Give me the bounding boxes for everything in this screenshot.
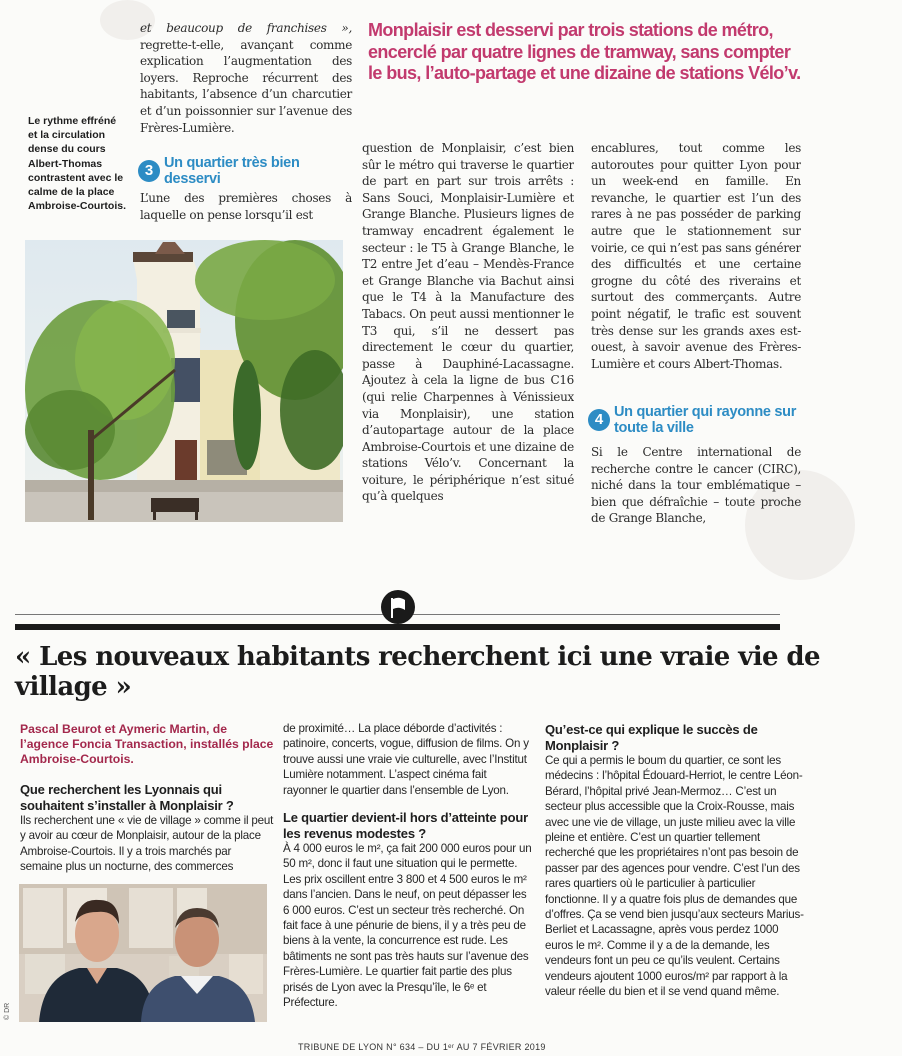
question-3: Qu’est-ce qui explique le succès de Monplaisir ? (545, 722, 758, 753)
portrait-illustration (19, 884, 267, 1022)
answer-1-part-1: Ils recherchent une « vie de village » comme il peut y avoir au cœur de Monplaisir, autour de la place Ambroise-Courtois. Il y a trois marchés par semaine plus un nocturne, des commerces (20, 814, 274, 874)
interview-title: « Les nouveaux habitants recherchent ici une vraie vie de village » (15, 642, 820, 702)
section-heading-3 (138, 155, 352, 187)
agents-portrait-photo (19, 884, 267, 1022)
quote-ending: et beaucoup de franchises », (140, 21, 352, 35)
pull-quote: Monplaisir est desservi par trois stations de métro, encerclé par quatre lignes de tramway, sans compter le bus, l’auto-partage et une dizaine de stations Vélo’v. (368, 20, 801, 83)
interview-column-1 (20, 782, 276, 875)
section-number-badge: 4 (588, 409, 610, 431)
interview-intro: Pascal Beurot et Aymeric Martin, de l’agence Foncia Transaction, installés place Ambroise-Courtois. (20, 722, 274, 766)
section-heading-4 (588, 404, 803, 436)
building-photo-illustration (25, 240, 343, 522)
section-4-body-start: Si le Centre international de recherche contre le cancer (CIRC), niché dans la tour emblématique – bien que défraîchie – toute proche de Grange Blanche, (591, 445, 801, 526)
page-footer: TRIBUNE DE LYON N° 634 – DU 1ᵉʳ AU 7 FÉVRIER 2019 (298, 1042, 546, 1052)
answer-3: Ce qui a permis le boum du quartier, ce sont les médecins : l’hôpital Édouard-Herriot, le centre Léon-Bérard, l’hôpital privé Jean-Mermoz… C’est un secteur plus accessible que la Croix-Rousse, mais avec une vie de village, un juste milieu avec la ville pleine et entière. C’est un quartier tellement recherché que les propriétaires n’ont pas besoin de passer par des agences pour vendre. C’est l’un des rares quartiers où le particulier à particulier fonctionne. Il y a quatre fois plus de demandes que d’offres. Ça se vend bien jusqu’aux secteurs Marius-Berliet et Lacassagne, après vous perdez 1000 euros le m². Comme il y a de la demande, les vendeurs font un peu ce qu’ils veulent. Certains vendeurs ajoutent 1000 euros/m² par rapport à la valeur réelle du bien et il se vend quand même. (545, 754, 804, 999)
question-1: Que recherchent les Lyonnais qui souhaitent s’installer à Monplaisir ? (20, 782, 234, 813)
article-column-2: question de Monplaisir, c’est bien sûr le métro qui traverse le quartier de part en part sur trois arrêts : Sans Souci, Monplaisir-Lumière et Grange Blanche. Plusieurs lignes de tramway encadrent également le secteur : le T5 à Grange Blanche, le T2 entre Jet d’eau – Mendès-France et Grange Blanche via Bachut ainsi que le T4 à la Manufacture des Tabacs. On peut aussi mentionner le T3 qui, s’il ne dessert pas directement le cœur du quartier, passe à Dauphiné-Lacassagne. Ajoutez à cela la ligne de bus C16 (qui relie Charpennes à Vénissieux via Monplaisir), une station d’autopartage autour de la place Ambroise-Courtois et une dizaine de stations Vélo’v. Concernant la voiture, le périphérique n’est situé qu’à quelques (362, 141, 574, 504)
answer-1-part-2: de proximité… La place déborde d’activités : patinoire, concerts, vogue, diffusion de films. On y trouve aussi une vraie vie culturelle, avec l’Institut Lumière notamment. L’aspect cinéma fait rayonner le quartier dans l’ensemble de Lyon. (283, 722, 529, 797)
question-2: Le quartier devient-il hors d’atteinte pour les revenus modestes ? (283, 810, 528, 841)
paragraph-text: regrette-t-elle, avançant comme explication l’augmentation des loyers. Reproche récurrent des habitants, l’absence d’un charcutier et d’un poissonnier sur l’avenue des Frères-Lumière. (140, 37, 352, 135)
section-3-body-start: L’une des premières choses à laquelle on pense lorsqu’il est (140, 191, 352, 222)
separator-line-thick (15, 624, 780, 630)
interview-column-2 (283, 721, 533, 1011)
building-photo (25, 240, 343, 522)
photo-caption: Le rythme effréné et la circulation dense du cours Albert-Thomas contrastent avec le calme de la place Ambroise-Courtois. (28, 115, 127, 213)
article-column-1-top (140, 20, 352, 136)
photo-credit: © DR (4, 1002, 11, 1020)
section-title: Un quartier très bien desservi (164, 155, 300, 187)
article-column-3: encablures, tout comme les autoroutes pour quitter Lyon pour un week-end en famille. En revanche, le quartier est l’un des rares à ne pas posséder de parking autre que le stationnement sur voirie, ce qui n’est pas sans générer des difficultés et une certaine grogne du côté des riverains et surtout des commerçants. Autre point négatif, le trafic est souvent très dense sur les grands axes est-ouest, à savoir avenue des Frères-Lumière et cours Albert-Thomas. (591, 141, 801, 371)
section-number-badge: 3 (138, 160, 160, 182)
flag-icon (381, 590, 415, 624)
interview-column-3 (545, 722, 807, 1000)
answer-2: À 4 000 euros le m², ça fait 200 000 euros pour un 50 m², donc il faut une situation qui le permette. Les prix oscillent entre 3 800 et 4 500 euros le m² dans l’ancien. Dans le neuf, on peut dépasser les 6 000 euros. C’est un secteur très recherché. On fait face à une pénurie de biens, il y a très peu de biens à la vente, la concurrence est rude. Les bâtiments ne sont pas très hauts sur l’avenue des Frères-Lumière. Le quartier fait partie des plus prisés de Lyon avec la Presqu’île, le 6ᵉ et Préfecture. (283, 842, 532, 1010)
section-title: Un quartier qui rayonne sur toute la ville (614, 404, 797, 436)
